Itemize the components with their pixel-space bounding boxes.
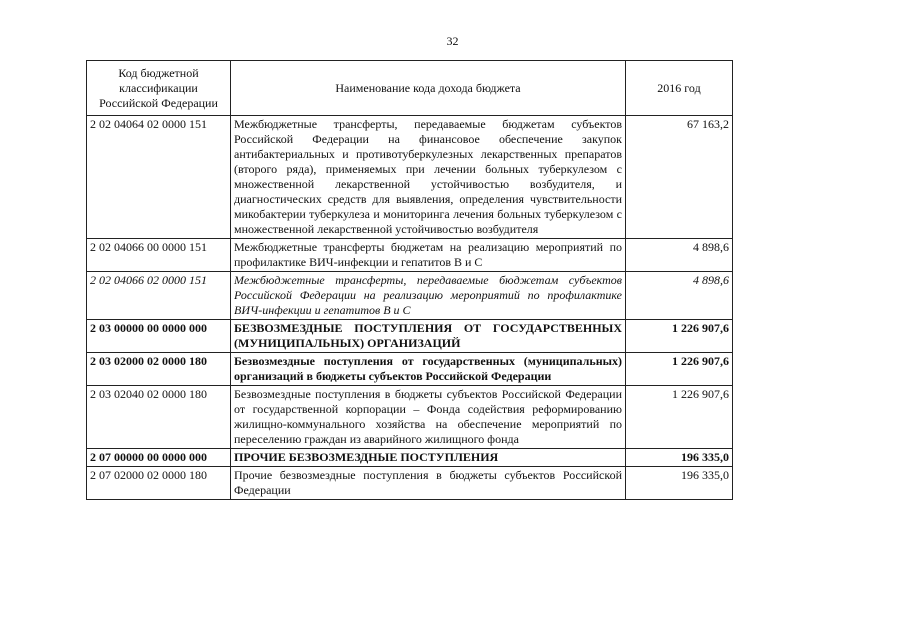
- table-row: [87, 272, 733, 320]
- row-name: Межбюджетные трансферты, передаваемые бюджетам субъектов Российской Федерации на финансовое обеспечение закупок антибактериальных и противотуберкулезных лекарственных препаратов (второго ряда), применяемых при лечении больных туберкулезом с множественной лекарственной устойчивостью возбудителя, и диагностических средств для выявления, определения чувствительности микобактерии туберкулеза и мониторинга лечения больных туберкулезом с множественной лекарственной устойчивостью возбудителя: [231, 116, 626, 239]
- table-row: [87, 320, 733, 353]
- row-code: 2 02 04066 00 0000 151: [87, 239, 231, 272]
- row-amount: 4 898,6: [626, 272, 733, 320]
- row-code: 2 03 02040 02 0000 180: [87, 386, 231, 449]
- row-amount: 1 226 907,6: [626, 320, 733, 353]
- page-number: 32: [446, 34, 459, 48]
- row-amount: 67 163,2: [626, 116, 733, 239]
- row-code: 2 07 00000 00 0000 000: [87, 449, 231, 467]
- table-row: [87, 386, 733, 449]
- row-amount: 1 226 907,6: [626, 386, 733, 449]
- row-code: 2 03 00000 00 0000 000: [87, 320, 231, 353]
- row-name: Межбюджетные трансферты бюджетам на реализацию мероприятий по профилактике ВИЧ-инфекции и гепатитов В и С: [231, 239, 626, 272]
- row-amount: 4 898,6: [626, 239, 733, 272]
- table-row: [87, 353, 733, 386]
- row-name: ПРОЧИЕ БЕЗВОЗМЕЗДНЫЕ ПОСТУПЛЕНИЯ: [231, 449, 626, 467]
- header-year: 2016 год: [626, 61, 733, 116]
- table-row: [87, 449, 733, 467]
- row-code: 2 07 02000 02 0000 180: [87, 467, 231, 500]
- row-amount: 1 226 907,6: [626, 353, 733, 386]
- table-row: [87, 239, 733, 272]
- row-code: 2 03 02000 02 0000 180: [87, 353, 231, 386]
- row-name: Межбюджетные трансферты, передаваемые бюджетам субъектов Российской Федерации на реализацию мероприятий по профилактике ВИЧ-инфекции и гепатитов В и С: [231, 272, 626, 320]
- row-name: Безвозмездные поступления от государственных (муниципальных) организаций в бюджеты субъектов Российской Федерации: [231, 353, 626, 386]
- row-code: 2 02 04066 02 0000 151: [87, 272, 231, 320]
- table-header-row: [87, 61, 733, 116]
- table-row: [87, 116, 733, 239]
- row-amount: 196 335,0: [626, 467, 733, 500]
- budget-revenue-table: [86, 60, 733, 500]
- row-amount: 196 335,0: [626, 449, 733, 467]
- row-code: 2 02 04064 02 0000 151: [87, 116, 231, 239]
- row-name: Безвозмездные поступления в бюджеты субъектов Российской Федерации от государственной корпорации – Фонда содействия реформированию жилищно-коммунального хозяйства на обеспечение мероприятий по переселению граждан из аварийного жилищного фонда: [231, 386, 626, 449]
- row-name: БЕЗВОЗМЕЗДНЫЕ ПОСТУПЛЕНИЯ ОТ ГОСУДАРСТВЕННЫХ (МУНИЦИПАЛЬНЫХ) ОРГАНИЗАЦИЙ: [231, 320, 626, 353]
- header-code: Код бюджетной классификации Российской Федерации: [87, 61, 231, 116]
- header-name: Наименование кода дохода бюджета: [231, 61, 626, 116]
- table-row: [87, 467, 733, 500]
- row-name: Прочие безвозмездные поступления в бюджеты субъектов Российской Федерации: [231, 467, 626, 500]
